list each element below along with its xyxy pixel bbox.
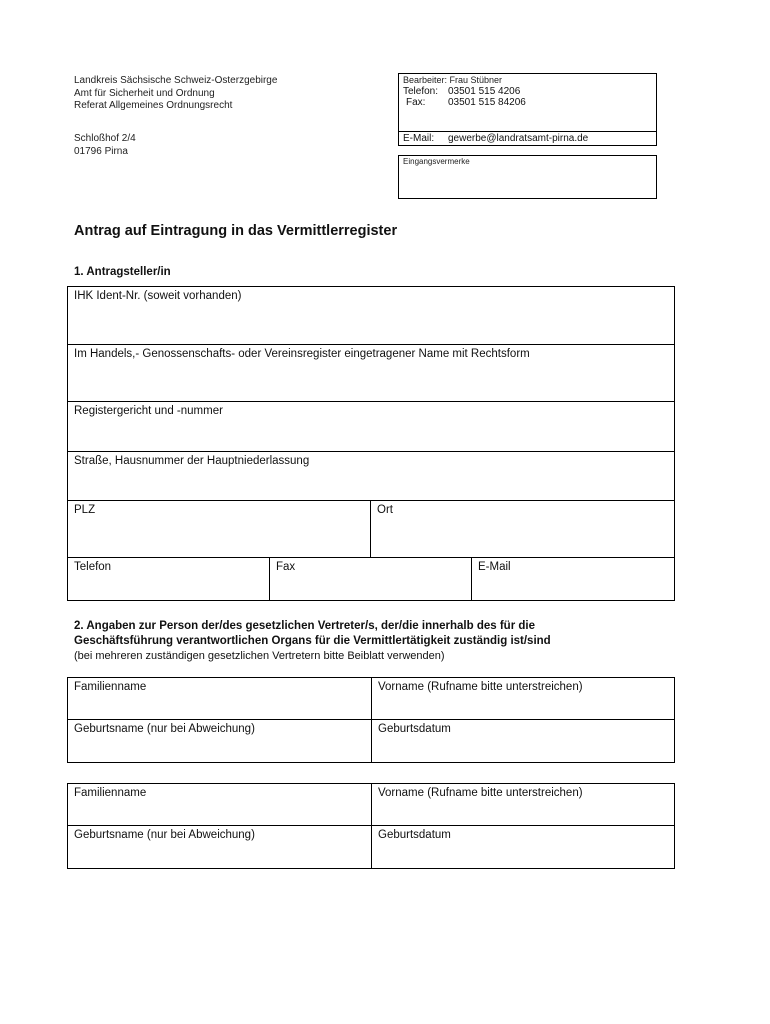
familienname-label: Familienname	[74, 681, 147, 693]
section-2-note: (bei mehreren zuständigen gesetzlichen Vertretern bitte Beiblatt verwenden)	[74, 650, 445, 662]
vorname-label: Vorname (Rufname bitte unterstreichen)	[378, 681, 583, 693]
fax-label: Fax:	[406, 97, 426, 108]
street-field[interactable]	[68, 452, 675, 501]
geburtsname-label: Geburtsname (nur bei Abweichung)	[74, 829, 255, 841]
section-2-heading-line-2: Geschäftsführung verantwortlichen Organs für die Vermittlertätigkeit zuständig ist/sind	[74, 635, 551, 647]
email-value[interactable]: gewerbe@landratsamt-pirna.de	[448, 133, 589, 144]
section-1-heading: 1. Antragsteller/in	[74, 266, 171, 278]
email-field[interactable]	[472, 558, 675, 601]
authority-address	[74, 75, 277, 113]
geburtsdatum-label: Geburtsdatum	[378, 723, 451, 735]
fax-field-label: Fax	[276, 561, 296, 573]
address-street: Schloßhof 2/4	[74, 133, 136, 144]
geburtsname-field[interactable]	[68, 720, 372, 763]
vorname-field[interactable]	[372, 784, 675, 826]
ort-field[interactable]	[371, 501, 675, 558]
receipt-stamp-box	[398, 155, 657, 199]
contact-divider	[399, 131, 656, 132]
authority-postal-address	[74, 133, 136, 158]
ort-label: Ort	[377, 504, 393, 516]
receipt-stamp-label: Eingangsvermerke	[403, 157, 470, 166]
familienname-field[interactable]	[68, 678, 372, 720]
geburtsdatum-field[interactable]	[372, 720, 675, 763]
representative-form-2	[67, 783, 675, 869]
register-court-label: Registergericht und -nummer	[74, 405, 223, 417]
section-2-heading-line-1: 2. Angaben zur Person der/des gesetzlichen Vertreter/s, der/die innerhalb des für die	[74, 620, 535, 632]
ihk-ident-label: IHK Ident-Nr. (soweit vorhanden)	[74, 290, 242, 302]
geburtsname-label: Geburtsname (nur bei Abweichung)	[74, 723, 255, 735]
page-title: Antrag auf Eintragung in das Vermittlerregister	[74, 223, 398, 239]
phone-value: 03501 515 4206	[448, 86, 521, 97]
registered-name-label: Im Handels,- Genossenschafts- oder Vereinsregister eingetragener Name mit Rechtsform	[74, 348, 530, 360]
phone-label: Telefon:	[403, 86, 439, 97]
geburtsdatum-field[interactable]	[372, 826, 675, 869]
telefon-label: Telefon	[74, 561, 112, 573]
plz-field[interactable]	[68, 501, 371, 558]
registered-name-field[interactable]	[68, 345, 675, 402]
address-city: 01796 Pirna	[74, 145, 128, 157]
contact-fax-row	[406, 97, 526, 108]
applicant-form	[67, 286, 675, 601]
fax-value: 03501 515 84206	[448, 97, 526, 108]
contact-box	[398, 73, 657, 146]
case-officer: Bearbeiter: Frau Stübner	[403, 75, 503, 85]
familienname-field[interactable]	[68, 784, 372, 826]
geburtsname-field[interactable]	[68, 826, 372, 869]
ihk-ident-field[interactable]	[68, 287, 675, 345]
email-field-label: E-Mail	[478, 561, 511, 573]
representative-form-1	[67, 677, 675, 763]
vorname-label: Vorname (Rufname bitte unterstreichen)	[378, 787, 583, 799]
fax-field[interactable]	[270, 558, 472, 601]
telefon-field[interactable]	[68, 558, 270, 601]
vorname-field[interactable]	[372, 678, 675, 720]
geburtsdatum-label: Geburtsdatum	[378, 829, 451, 841]
address-line-3: Referat Allgemeines Ordnungsrecht	[74, 100, 233, 111]
contact-email-row	[403, 133, 588, 144]
familienname-label: Familienname	[74, 787, 147, 799]
contact-phone-row	[403, 86, 520, 97]
plz-label: PLZ	[74, 504, 96, 516]
email-label: E-Mail:	[403, 133, 435, 144]
street-label: Straße, Hausnummer der Hauptniederlassung	[74, 455, 310, 467]
register-court-field[interactable]	[68, 402, 675, 452]
address-line-2: Amt für Sicherheit und Ordnung	[74, 87, 215, 99]
address-line-1: Landkreis Sächsische Schweiz-Osterzgebirge	[74, 75, 278, 86]
